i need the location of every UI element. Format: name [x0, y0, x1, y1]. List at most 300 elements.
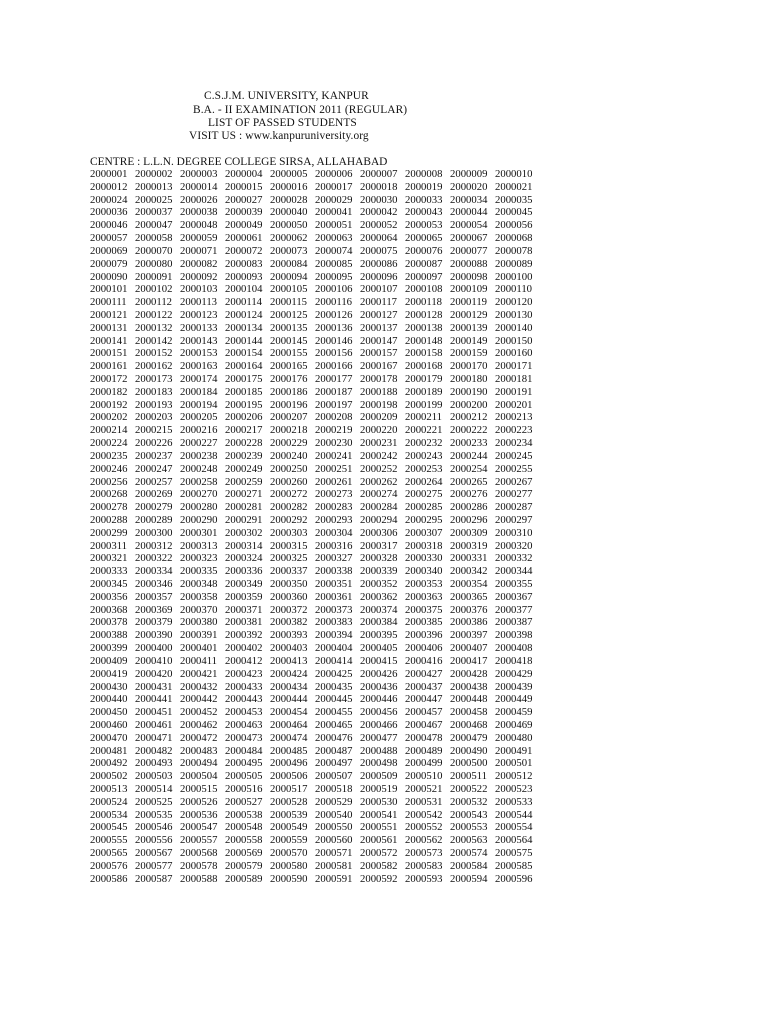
roll-number: 2000268	[90, 488, 128, 501]
roll-number: 2000244	[450, 449, 488, 462]
roll-number: 2000385	[405, 616, 443, 629]
roll-number: 2000426	[360, 667, 398, 680]
roll-number: 2000018	[360, 180, 398, 193]
table-row	[90, 706, 550, 719]
roll-number: 2000405	[360, 642, 398, 655]
roll-number: 2000456	[360, 706, 398, 719]
roll-number: 2000453	[225, 706, 263, 719]
roll-number: 2000403	[270, 642, 308, 655]
roll-number: 2000497	[315, 757, 353, 770]
roll-number: 2000493	[135, 757, 173, 770]
roll-number: 2000557	[180, 834, 218, 847]
roll-number: 2000443	[225, 693, 263, 706]
roll-number: 2000477	[360, 731, 398, 744]
roll-number: 2000543	[450, 808, 488, 821]
roll-number: 2000156	[315, 347, 353, 360]
roll-number: 2000161	[90, 360, 128, 373]
roll-number: 2000355	[495, 578, 533, 590]
roll-number: 2000287	[495, 501, 533, 514]
roll-number: 2000518	[315, 783, 353, 795]
roll-number: 2000281	[225, 501, 263, 514]
table-row	[90, 271, 550, 284]
roll-number: 2000494	[180, 757, 218, 770]
table-row	[90, 488, 550, 501]
roll-number: 2000284	[360, 501, 398, 514]
roll-number: 2000338	[315, 565, 353, 578]
roll-number: 2000377	[495, 603, 533, 616]
roll-number: 2000253	[405, 462, 443, 475]
roll-number: 2000090	[90, 270, 128, 283]
roll-number: 2000197	[315, 398, 353, 411]
roll-number: 2000436	[360, 680, 398, 693]
roll-number: 2000428	[450, 667, 488, 680]
roll-number: 2000074	[315, 244, 353, 257]
roll-number: 2000505	[225, 770, 263, 783]
table-row	[90, 219, 550, 232]
roll-number: 2000390	[135, 629, 173, 642]
roll-number: 2000043	[405, 206, 443, 219]
roll-number: 2000575	[495, 847, 533, 860]
table-row	[90, 860, 550, 873]
roll-number: 2000431	[135, 680, 173, 693]
roll-number: 2000190	[450, 385, 488, 398]
roll-number: 2000117	[360, 296, 398, 309]
roll-number: 2000386	[450, 616, 488, 629]
roll-number: 2000265	[450, 475, 488, 488]
roll-number: 2000521	[405, 783, 443, 795]
roll-number: 2000269	[135, 488, 173, 501]
roll-number: 2000072	[225, 244, 263, 257]
table-row	[90, 668, 550, 681]
roll-number: 2000070	[135, 244, 173, 257]
roll-number: 2000231	[360, 437, 398, 450]
roll-number: 2000339	[360, 565, 398, 578]
roll-number: 2000321	[90, 552, 128, 565]
roll-number: 2000562	[405, 834, 443, 847]
roll-number: 2000351	[315, 578, 353, 590]
roll-number: 2000155	[270, 347, 308, 360]
roll-number: 2000383	[315, 616, 353, 629]
table-row	[90, 732, 550, 745]
table-row	[90, 770, 550, 783]
roll-number: 2000450	[90, 706, 128, 719]
roll-number: 2000271	[225, 488, 263, 501]
roll-number: 2000106	[315, 283, 353, 296]
roll-number: 2000499	[405, 757, 443, 770]
table-row	[90, 181, 550, 194]
roll-number: 2000030	[360, 193, 398, 206]
roll-number: 2000285	[405, 501, 443, 514]
roll-number: 2000224	[90, 437, 128, 450]
roll-number: 2000087	[405, 257, 443, 270]
roll-number: 2000084	[270, 257, 308, 270]
roll-number: 2000199	[405, 398, 443, 411]
roll-number: 2000021	[495, 180, 533, 193]
roll-number: 2000316	[315, 539, 353, 552]
table-row	[90, 578, 550, 591]
roll-number: 2000384	[360, 616, 398, 629]
roll-number: 2000376	[450, 603, 488, 616]
table-row	[90, 194, 550, 207]
roll-number: 2000047	[135, 219, 173, 232]
roll-number: 2000532	[450, 795, 488, 808]
roll-number: 2000473	[225, 731, 263, 744]
roll-number: 2000178	[360, 373, 398, 385]
roll-number: 2000234	[495, 437, 533, 450]
roll-number: 2000094	[270, 270, 308, 283]
roll-number: 2000143	[180, 334, 218, 347]
roll-number: 2000306	[360, 526, 398, 539]
roll-number: 2000208	[315, 411, 353, 424]
roll-number: 2000141	[90, 334, 128, 347]
roll-number: 2000257	[135, 475, 173, 488]
roll-number: 2000126	[315, 308, 353, 321]
roll-number: 2000035	[495, 193, 533, 206]
roll-number: 2000534	[90, 808, 128, 821]
roll-number: 2000318	[405, 539, 443, 552]
roll-number: 2000481	[90, 744, 128, 757]
roll-number: 2000539	[270, 808, 308, 821]
roll-number: 2000400	[135, 642, 173, 655]
roll-number: 2000062	[270, 232, 308, 245]
roll-number: 2000207	[270, 411, 308, 424]
roll-number: 2000455	[315, 706, 353, 719]
roll-number: 2000049	[225, 219, 263, 232]
roll-number: 2000048	[180, 219, 218, 232]
roll-number: 2000132	[135, 321, 173, 334]
roll-number: 2000148	[405, 334, 443, 347]
roll-number: 2000037	[135, 206, 173, 219]
roll-number: 2000435	[315, 680, 353, 693]
roll-number: 2000230	[315, 437, 353, 450]
roll-number: 2000342	[450, 565, 488, 578]
table-row	[90, 450, 550, 463]
roll-number: 2000113	[180, 296, 218, 309]
roll-number: 2000516	[225, 783, 263, 795]
roll-number: 2000119	[450, 296, 488, 309]
roll-number: 2000170	[450, 360, 488, 373]
roll-number: 2000548	[225, 821, 263, 834]
roll-number: 2000196	[270, 398, 308, 411]
roll-number: 2000019	[405, 180, 443, 193]
roll-number: 2000430	[90, 680, 128, 693]
roll-number: 2000110	[495, 283, 533, 296]
roll-number: 2000514	[135, 783, 173, 795]
table-row	[90, 745, 550, 758]
roll-number: 2000276	[450, 488, 488, 501]
roll-number: 2000252	[360, 462, 398, 475]
roll-number: 2000228	[225, 437, 263, 450]
roll-number: 2000517	[270, 783, 308, 795]
roll-number: 2000238	[180, 449, 218, 462]
table-row	[90, 642, 550, 655]
roll-number: 2000530	[360, 795, 398, 808]
roll-number: 2000334	[135, 565, 173, 578]
roll-number: 2000140	[495, 321, 533, 334]
roll-number: 2000465	[315, 718, 353, 731]
roll-number: 2000569	[225, 847, 263, 860]
roll-number: 2000460	[90, 718, 128, 731]
roll-number: 2000503	[135, 770, 173, 783]
roll-number: 2000413	[270, 654, 308, 667]
list-title: LIST OF PASSED STUDENTS	[208, 117, 357, 129]
roll-number: 2000069	[90, 244, 128, 257]
roll-number: 2000248	[180, 462, 218, 475]
roll-number: 2000297	[495, 513, 533, 526]
table-row	[90, 514, 550, 527]
roll-number: 2000374	[360, 603, 398, 616]
roll-number: 2000153	[180, 347, 218, 360]
roll-number: 2000446	[360, 693, 398, 706]
roll-number: 2000089	[495, 257, 533, 270]
roll-number: 2000437	[405, 680, 443, 693]
table-row	[90, 168, 550, 181]
roll-number: 2000482	[135, 744, 173, 757]
roll-number: 2000237	[135, 449, 173, 462]
roll-number: 2000449	[495, 693, 533, 706]
roll-number: 2000433	[225, 680, 263, 693]
roll-number: 2000222	[450, 424, 488, 437]
roll-number: 2000092	[180, 270, 218, 283]
roll-number: 2000588	[180, 872, 218, 885]
roll-number: 2000554	[495, 821, 533, 834]
roll-number: 2000167	[360, 360, 398, 373]
roll-number: 2000245	[495, 449, 533, 462]
roll-number: 2000310	[495, 526, 533, 539]
roll-number: 2000483	[180, 744, 218, 757]
roll-number: 2000286	[450, 501, 488, 514]
roll-number: 2000154	[225, 347, 263, 360]
roll-number: 2000077	[450, 244, 488, 257]
roll-number: 2000217	[225, 424, 263, 437]
roll-number: 2000038	[180, 206, 218, 219]
roll-number: 2000547	[180, 821, 218, 834]
roll-number: 2000304	[315, 526, 353, 539]
roll-number: 2000016	[270, 180, 308, 193]
roll-number: 2000186	[270, 385, 308, 398]
roll-number: 2000299	[90, 526, 128, 539]
table-row	[90, 258, 550, 271]
roll-number: 2000392	[225, 629, 263, 642]
roll-number: 2000541	[360, 808, 398, 821]
roll-number: 2000033	[405, 193, 443, 206]
roll-number: 2000193	[135, 398, 173, 411]
roll-number: 2000114	[225, 296, 263, 309]
roll-number: 2000061	[225, 232, 263, 245]
roll-number: 2000407	[450, 642, 488, 655]
roll-number: 2000157	[360, 347, 398, 360]
roll-number: 2000073	[270, 244, 308, 257]
roll-number: 2000291	[225, 513, 263, 526]
roll-number: 2000108	[405, 283, 443, 296]
roll-number: 2000391	[180, 629, 218, 642]
roll-number: 2000147	[360, 334, 398, 347]
roll-number: 2000247	[135, 462, 173, 475]
roll-number: 2000270	[180, 488, 218, 501]
roll-number: 2000075	[360, 244, 398, 257]
roll-number: 2000240	[270, 449, 308, 462]
roll-number: 2000420	[135, 667, 173, 680]
roll-number: 2000463	[225, 718, 263, 731]
roll-number: 2000574	[450, 847, 488, 860]
roll-number: 2000149	[450, 334, 488, 347]
roll-number: 2000068	[495, 232, 533, 245]
roll-number: 2000540	[315, 808, 353, 821]
roll-number: 2000320	[495, 539, 533, 552]
roll-number: 2000137	[360, 321, 398, 334]
roll-number: 2000010	[495, 168, 533, 180]
roll-number: 2000173	[135, 373, 173, 385]
roll-number: 2000372	[270, 603, 308, 616]
roll-number: 2000129	[450, 308, 488, 321]
roll-number: 2000267	[495, 475, 533, 488]
roll-number: 2000373	[315, 603, 353, 616]
roll-number: 2000368	[90, 603, 128, 616]
roll-number: 2000325	[270, 552, 308, 565]
roll-number: 2000254	[450, 462, 488, 475]
roll-number: 2000028	[270, 193, 308, 206]
roll-number: 2000388	[90, 629, 128, 642]
roll-number: 2000500	[450, 757, 488, 770]
roll-number: 2000152	[135, 347, 173, 360]
roll-number: 2000036	[90, 206, 128, 219]
roll-number: 2000255	[495, 462, 533, 475]
table-row	[90, 360, 550, 373]
roll-number: 2000581	[315, 859, 353, 872]
roll-number: 2000553	[450, 821, 488, 834]
roll-number: 2000360	[270, 590, 308, 603]
roll-number: 2000512	[495, 770, 533, 783]
roll-number: 2000261	[315, 475, 353, 488]
roll-number: 2000466	[360, 718, 398, 731]
roll-number: 2000232	[405, 437, 443, 450]
roll-number: 2000480	[495, 731, 533, 744]
roll-number: 2000301	[180, 526, 218, 539]
roll-number: 2000003	[180, 168, 218, 180]
table-row	[90, 681, 550, 694]
roll-number: 2000109	[450, 283, 488, 296]
roll-number: 2000590	[270, 872, 308, 885]
roll-number: 2000525	[135, 795, 173, 808]
roll-number: 2000533	[495, 795, 533, 808]
roll-number: 2000059	[180, 232, 218, 245]
roll-number: 2000082	[180, 257, 218, 270]
roll-number: 2000278	[90, 501, 128, 514]
roll-number: 2000116	[315, 296, 353, 309]
roll-number: 2000312	[135, 539, 173, 552]
roll-number: 2000241	[315, 449, 353, 462]
roll-number: 2000185	[225, 385, 263, 398]
roll-number: 2000251	[315, 462, 353, 475]
roll-number: 2000127	[360, 308, 398, 321]
roll-number: 2000564	[495, 834, 533, 847]
roll-number: 2000105	[270, 283, 308, 296]
roll-number: 2000015	[225, 180, 263, 193]
roll-number: 2000302	[225, 526, 263, 539]
roll-number: 2000103	[180, 283, 218, 296]
roll-number: 2000233	[450, 437, 488, 450]
roll-number: 2000367	[495, 590, 533, 603]
roll-number: 2000313	[180, 539, 218, 552]
roll-number: 2000145	[270, 334, 308, 347]
roll-number: 2000448	[450, 693, 488, 706]
roll-number: 2000336	[225, 565, 263, 578]
roll-number: 2000168	[405, 360, 443, 373]
roll-number: 2000088	[450, 257, 488, 270]
roll-number: 2000002	[135, 168, 173, 180]
roll-number: 2000559	[270, 834, 308, 847]
roll-number: 2000040	[270, 206, 308, 219]
roll-number: 2000394	[315, 629, 353, 642]
roll-number: 2000235	[90, 449, 128, 462]
roll-number: 2000440	[90, 693, 128, 706]
roll-number: 2000563	[450, 834, 488, 847]
roll-number: 2000381	[225, 616, 263, 629]
roll-number: 2000544	[495, 808, 533, 821]
table-row	[90, 604, 550, 617]
roll-number: 2000256	[90, 475, 128, 488]
roll-number: 2000414	[315, 654, 353, 667]
roll-number: 2000065	[405, 232, 443, 245]
roll-number: 2000260	[270, 475, 308, 488]
roll-number: 2000349	[225, 578, 263, 590]
roll-number: 2000259	[225, 475, 263, 488]
roll-number: 2000474	[270, 731, 308, 744]
roll-number: 2000578	[180, 859, 218, 872]
roll-number: 2000379	[135, 616, 173, 629]
roll-number: 2000511	[450, 770, 488, 783]
roll-number: 2000273	[315, 488, 353, 501]
roll-number: 2000150	[495, 334, 533, 347]
roll-number: 2000387	[495, 616, 533, 629]
roll-number: 2000362	[360, 590, 398, 603]
roll-number: 2000128	[405, 308, 443, 321]
roll-number: 2000221	[405, 424, 443, 437]
roll-number: 2000410	[135, 654, 173, 667]
roll-number: 2000206	[225, 411, 263, 424]
table-row	[90, 821, 550, 834]
roll-number: 2000042	[360, 206, 398, 219]
roll-number: 2000315	[270, 539, 308, 552]
roll-number: 2000519	[360, 783, 398, 795]
roll-number: 2000176	[270, 373, 308, 385]
roll-number: 2000507	[315, 770, 353, 783]
roll-number: 2000593	[405, 872, 443, 885]
roll-number: 2000096	[360, 270, 398, 283]
roll-number: 2000429	[495, 667, 533, 680]
table-row	[90, 386, 550, 399]
roll-number: 2000556	[135, 834, 173, 847]
roll-number: 2000331	[450, 552, 488, 565]
roll-number: 2000292	[270, 513, 308, 526]
university-name: C.S.J.M. UNIVERSITY, KANPUR	[204, 90, 369, 102]
roll-number: 2000380	[180, 616, 218, 629]
roll-number: 2000589	[225, 872, 263, 885]
roll-number: 2000046	[90, 219, 128, 232]
roll-number: 2000528	[270, 795, 308, 808]
roll-number: 2000014	[180, 180, 218, 193]
roll-number: 2000498	[360, 757, 398, 770]
roll-number: 2000111	[90, 296, 127, 309]
roll-number: 2000350	[270, 578, 308, 590]
roll-number: 2000200	[450, 398, 488, 411]
roll-number: 2000164	[225, 360, 263, 373]
roll-number: 2000524	[90, 795, 128, 808]
roll-number: 2000470	[90, 731, 128, 744]
table-row	[90, 501, 550, 514]
roll-number: 2000361	[315, 590, 353, 603]
roll-number: 2000395	[360, 629, 398, 642]
